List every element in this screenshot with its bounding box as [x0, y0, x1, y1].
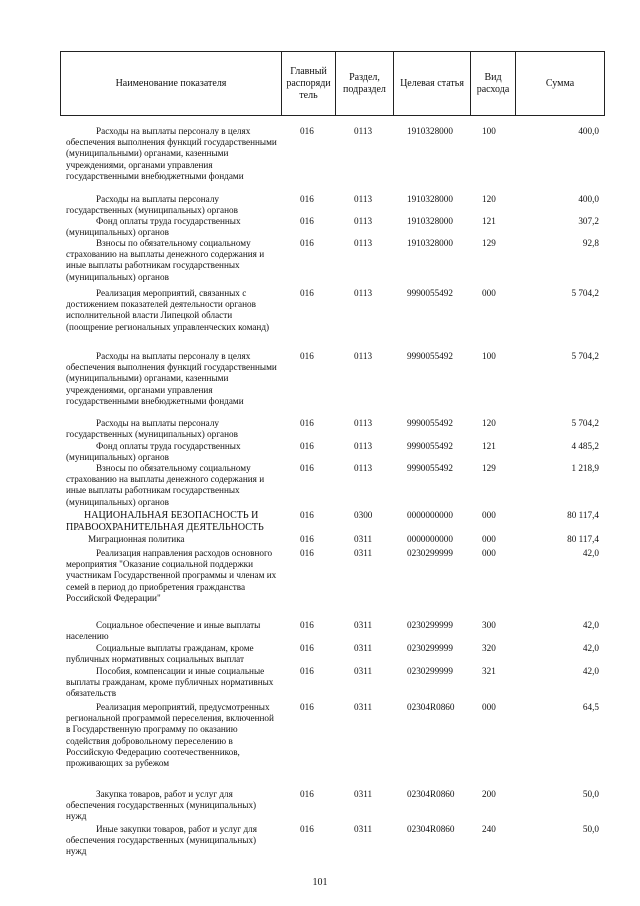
row-razdel: 0311	[354, 789, 373, 799]
row-name: Фонд оплаты труда государственных (муниципальных) органов	[66, 216, 241, 238]
row-vid: 129	[482, 463, 496, 473]
row-vid: 000	[482, 548, 496, 558]
row-razdel: 0113	[354, 463, 373, 473]
row-vid: 120	[482, 194, 496, 204]
row-name: Иные закупки товаров, работ и услуг для обеспечения государственных (муниципальных) нужд	[66, 824, 257, 857]
row-razdel: 0300	[354, 510, 373, 520]
page-number: 101	[312, 877, 328, 888]
row-summa: 50,0	[582, 789, 599, 799]
row-name: Взносы по обязательному социальному страхованию на выплаты денежного содержания и иные выплаты работникам государственных (муниципальных) органов	[66, 238, 265, 282]
header-vid: Вид расхода	[470, 52, 515, 115]
row-name: Социальное обеспечение и иные выплаты населению	[66, 620, 261, 642]
row-celevaya: 0000000000	[407, 534, 453, 544]
row-name: Расходы на выплаты персоналу государственных (муниципальных) органов	[66, 194, 238, 216]
row-celevaya: 02304R0860	[407, 702, 455, 712]
row-glavny: 016	[300, 548, 314, 558]
row-celevaya: 0230299999	[407, 666, 453, 676]
row-vid: 200	[482, 789, 496, 799]
row-vid: 000	[482, 288, 496, 298]
row-glavny: 016	[300, 126, 314, 136]
row-summa: 42,0	[582, 643, 599, 653]
row-razdel: 0113	[354, 418, 373, 428]
row-summa: 42,0	[582, 666, 599, 676]
row-celevaya: 9990055492	[407, 463, 453, 473]
row-celevaya: 02304R0860	[407, 824, 455, 834]
row-glavny: 016	[300, 643, 314, 653]
row-celevaya: 1910328000	[407, 238, 453, 248]
row-summa: 80 117,4	[567, 534, 599, 544]
row-vid: 320	[482, 643, 496, 653]
row-celevaya: 0000000000	[407, 510, 453, 520]
row-name: Расходы на выплаты персоналу государственных (муниципальных) органов	[66, 418, 238, 440]
row-razdel: 0113	[354, 126, 373, 136]
row-celevaya: 02304R0860	[407, 789, 455, 799]
row-summa: 42,0	[582, 620, 599, 630]
row-glavny: 016	[300, 789, 314, 799]
row-razdel: 0113	[354, 351, 373, 361]
row-name: Закупка товаров, работ и услуг для обеспечения государственных (муниципальных) нужд	[66, 789, 257, 822]
row-vid: 100	[482, 351, 496, 361]
header-glavny: Главный распоряди тель	[281, 52, 335, 115]
header-name: Наименование показателя	[115, 77, 227, 89]
row-vid: 121	[482, 441, 496, 451]
row-name: Реализация мероприятий, предусмотренных региональной программой переселения, включенной в Государственную программу по оказанию содействия добровольному переселению в Российскую Федерацию соотечественников, проживающих за рубежом	[66, 702, 274, 769]
row-razdel: 0311	[354, 548, 373, 558]
row-glavny: 016	[300, 666, 314, 676]
row-glavny: 016	[300, 288, 314, 298]
row-name: Реализация мероприятий, связанных с достижением показателей деятельности органов исполнительной власти Липецкой области (поощрение региональных управленческих команд)	[66, 288, 270, 332]
row-vid: 300	[482, 620, 496, 630]
row-razdel: 0113	[354, 194, 373, 204]
row-celevaya: 9990055492	[407, 351, 453, 361]
row-summa: 5 704,2	[571, 418, 599, 428]
row-glavny: 016	[300, 510, 314, 520]
row-vid: 100	[482, 126, 496, 136]
row-name: Фонд оплаты труда государственных (муниципальных) органов	[66, 441, 241, 463]
row-vid: 120	[482, 418, 496, 428]
row-celevaya: 1910328000	[407, 126, 453, 136]
row-celevaya: 1910328000	[407, 194, 453, 204]
row-summa: 307,2	[578, 216, 599, 226]
row-summa: 4 485,2	[571, 441, 599, 451]
row-razdel: 0311	[354, 666, 373, 676]
row-summa: 42,0	[582, 548, 599, 558]
row-summa: 1 218,9	[571, 463, 599, 473]
row-vid: 000	[482, 534, 496, 544]
row-summa: 400,0	[578, 126, 599, 136]
row-summa: 400,0	[578, 194, 599, 204]
header-razdel: Раздел, подраздел	[335, 52, 393, 115]
row-vid: 000	[482, 510, 496, 520]
row-vid: 000	[482, 702, 496, 712]
row-vid: 321	[482, 666, 496, 676]
row-glavny: 016	[300, 238, 314, 248]
row-vid: 129	[482, 238, 496, 248]
row-name: Реализация направления расходов основного мероприятия "Оказание социальной поддержки участникам Государственной программы и членам их семей в период до приобретения гражданства Российской Федерации"	[66, 548, 277, 603]
row-glavny: 016	[300, 441, 314, 451]
row-razdel: 0113	[354, 238, 373, 248]
row-razdel: 0311	[354, 534, 373, 544]
row-razdel: 0311	[354, 620, 373, 630]
row-glavny: 016	[300, 216, 314, 226]
row-glavny: 016	[300, 463, 314, 473]
row-razdel: 0311	[354, 702, 373, 712]
table-header	[60, 51, 605, 116]
row-summa: 92,8	[582, 238, 599, 248]
row-name: Расходы на выплаты персоналу в целях обеспечения выполнения функций государственными (муниципальными) органами, казенными учреждениями, органами управления государственными внебюджетными фондами	[66, 351, 277, 406]
row-name: Расходы на выплаты персоналу в целях обеспечения выполнения функций государственными (муниципальными) органами, казенными учреждениями, органами управления государственными внебюджетными фондами	[66, 126, 277, 181]
row-glavny: 016	[300, 824, 314, 834]
row-name: Взносы по обязательному социальному страхованию на выплаты денежного содержания и иные выплаты работникам государственных (муниципальных) органов	[66, 463, 265, 507]
row-glavny: 016	[300, 620, 314, 630]
row-razdel: 0113	[354, 216, 373, 226]
row-celevaya: 9990055492	[407, 441, 453, 451]
row-summa: 5 704,2	[571, 351, 599, 361]
row-glavny: 016	[300, 194, 314, 204]
row-name: НАЦИОНАЛЬНАЯ БЕЗОПАСНОСТЬ И ПРАВООХРАНИТЕЛЬНАЯ ДЕЯТЕЛЬНОСТЬ	[66, 510, 264, 533]
row-summa: 80 117,4	[567, 510, 599, 520]
row-glavny: 016	[300, 702, 314, 712]
row-razdel: 0311	[354, 643, 373, 653]
row-summa: 50,0	[582, 824, 599, 834]
row-vid: 240	[482, 824, 496, 834]
header-summa: Сумма	[515, 52, 604, 115]
row-celevaya: 1910328000	[407, 216, 453, 226]
row-glavny: 016	[300, 351, 314, 361]
row-celevaya: 0230299999	[407, 643, 453, 653]
row-glavny: 016	[300, 418, 314, 428]
row-razdel: 0113	[354, 288, 373, 298]
row-summa: 5 704,2	[571, 288, 599, 298]
header-celevaya: Целевая статья	[393, 52, 470, 115]
row-razdel: 0311	[354, 824, 373, 834]
row-celevaya: 0230299999	[407, 620, 453, 630]
row-name: Пособия, компенсации и иные социальные выплаты гражданам, кроме публичных нормативных обязательств	[66, 666, 274, 699]
row-name: Социальные выплаты гражданам, кроме публичных нормативных социальных выплат	[66, 643, 254, 665]
row-summa: 64,5	[582, 702, 599, 712]
row-celevaya: 0230299999	[407, 548, 453, 558]
row-celevaya: 9990055492	[407, 418, 453, 428]
row-vid: 121	[482, 216, 496, 226]
row-razdel: 0113	[354, 441, 373, 451]
row-glavny: 016	[300, 534, 314, 544]
row-name: Миграционная политика	[88, 534, 185, 544]
row-celevaya: 9990055492	[407, 288, 453, 298]
